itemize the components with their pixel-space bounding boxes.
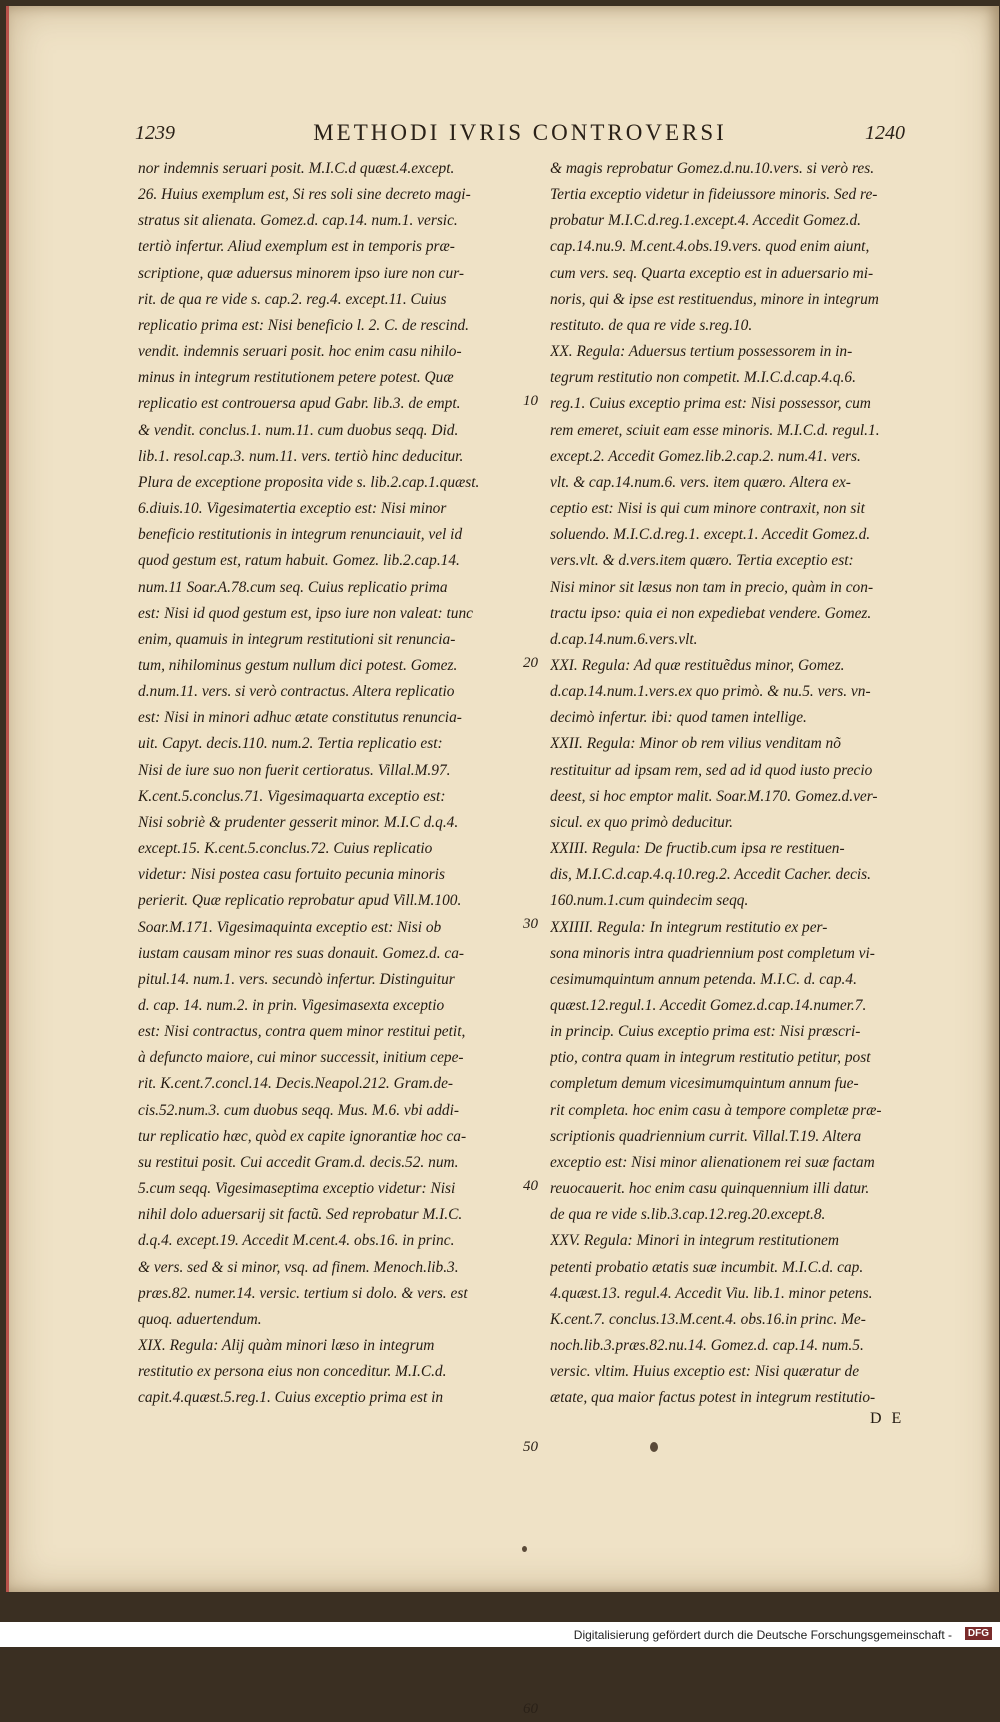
dfg-logo: DFG [965, 1627, 992, 1640]
text-line: d.cap.14.num.6.vers.vlt. [550, 630, 698, 648]
text-line: num.11 Soar.A.78.cum seq. Cuius replicatio prima [138, 578, 448, 596]
text-line: petenti probatio ætatis suæ incumbit. M.I.C.d. cap. [550, 1258, 864, 1276]
text-line: vlt. & cap.14.num.6. vers. item quæro. Altera ex- [550, 473, 851, 491]
text-line: iustam causam minor res suas donauit. Gomez.d. ca- [138, 944, 465, 962]
text-line: XXIII. Regula: De fructib.cum ipsa re restituen- [550, 840, 845, 858]
text-line: scriptione, quæ aduersus minorem ipso iure non cur- [138, 264, 465, 282]
running-header [135, 120, 905, 150]
text-line: reuocauerit. hoc enim casu quinquennium illi datur. [550, 1180, 870, 1198]
text-line: su restitui posit. Cui accedit Gram.d. decis.52. num. [138, 1153, 459, 1171]
text-line: tegrum restitutio non competit. M.I.C.d.cap.4.q.6. [550, 369, 856, 387]
text-line: cum vers. seq. Quarta exceptio est in aduersario mi- [550, 264, 874, 282]
text-line: minus in integrum restitutionem petere potest. Quæ [138, 369, 454, 387]
line-number: 60 [523, 1700, 538, 1717]
text-line: cesimumquintum annum petenda. M.I.C. d. cap.4. [550, 970, 857, 988]
line-number: 50 [523, 1439, 538, 1456]
text-line: exceptio est: Nisi minor alienationem rei suæ factam [550, 1153, 875, 1171]
text-line: XX. Regula: Aduersus tertium possessorem in in- [550, 343, 853, 361]
text-line: 4.quæst.13. regul.4. Accedit Viu. lib.1. minor petens. [550, 1284, 873, 1302]
text-line: decimò infertur. ibi: quod tamen intellige. [550, 709, 807, 727]
text-line: videtur: Nisi postea casu fortuito pecunia minoris [138, 866, 445, 884]
running-title: METHODI IVRIS CONTROVERSI [313, 120, 727, 145]
text-line: vendit. indemnis seruari posit. hoc enim casu nihilo- [138, 343, 462, 361]
page-number-left: 1239 [135, 122, 175, 144]
text-line: reg.1. Cuius exceptio prima est: Nisi possessor, cum [550, 395, 871, 413]
text-line: XIX. Regula: Alij quàm minori læso in integrum [138, 1337, 435, 1355]
text-line: restituto. de qua re vide s.reg.10. [550, 316, 753, 334]
text-line: à defuncto maiore, cui minor successit, initium cepe- [138, 1049, 464, 1067]
text-line: capit.4.quæst.5.reg.1. Cuius exceptio prima est in [138, 1389, 444, 1406]
text-line: in princip. Cuius exceptio prima est: Nisi præscri- [550, 1023, 861, 1041]
funding-note: Digitalisierung gefördert durch die Deutsche Forschungsgemeinschaft - [573, 1628, 952, 1642]
text-line: restitutio ex persona eius non conceditur. M.I.C.d. [138, 1363, 447, 1381]
text-line: nor indemnis seruari posit. M.I.C.d quæst.4.except. [138, 160, 455, 177]
line-number: 10 [523, 393, 538, 410]
text-line: d.cap.14.num.1.vers.ex quo primò. & nu.5. vers. vn- [550, 683, 871, 701]
text-line: versic. vltim. Huius exceptio est: Nisi quæratur de [550, 1363, 860, 1381]
text-line: d.q.4. except.19. Accedit M.cent.4. obs.16. in princ. [138, 1232, 455, 1250]
text-line: 5.cum seqq. Vigesimaseptima exceptio videtur: Nisi [138, 1180, 456, 1198]
text-line: rit. K.cent.7.concl.14. Decis.Neapol.212. Gram.de- [138, 1075, 454, 1093]
text-line: stratus sit alienata. Gomez.d. cap.14. num.1. versic. [138, 212, 458, 230]
text-line: rit. de qua re vide s. cap.2. reg.4. except.11. Cuius [138, 290, 447, 308]
text-line: tractu ipso: quia ei non expediebat vendere. Gomez. [550, 604, 872, 622]
text-line: ptio, contra quam in integrum restitutio petitur, post [550, 1049, 871, 1067]
ink-spot [650, 1442, 658, 1452]
text-line: beneficio restitutionis in integrum renunciauit, vel id [138, 526, 463, 544]
text-line: XXIIII. Regula: In integrum restitutio ex per- [550, 918, 828, 936]
page-number-right: 1240 [865, 122, 905, 144]
text-line: completum demum vicesimumquintum annum fue- [550, 1075, 859, 1093]
text-line: cap.14.nu.9. M.cent.4.obs.19.vers. quod enim aiunt, [550, 238, 870, 256]
text-line: K.cent.7. conclus.13.M.cent.4. obs.16.in princ. Me- [550, 1310, 866, 1328]
text-line: scriptionis quadriennium currit. Villal.T.19. Altera [550, 1127, 862, 1145]
text-line: Nisi sobriè & prudenter gesserit minor. M.I.C d.q.4. [138, 813, 459, 831]
left-text-column [138, 156, 523, 1406]
text-line: dis, M.I.C.d.cap.4.q.10.reg.2. Accedit Cacher. decis. [550, 866, 872, 884]
text-line: lib.1. resol.cap.3. num.11. vers. tertiò hinc deducitur. [138, 447, 464, 465]
text-line: K.cent.5.conclus.71. Vigesimaquarta exceptio est: [138, 787, 446, 805]
text-line: Soar.M.171. Vigesimaquinta exceptio est: Nisi ob [138, 918, 442, 936]
text-line: replicatio prima est: Nisi beneficio l. 2. C. de rescind. [138, 316, 469, 334]
text-line: pitul.14. num.1. vers. secundò infertur. Distinguitur [138, 970, 455, 988]
text-line: ætate, qua maior factus potest in integrum restitutio- [550, 1389, 876, 1406]
text-line: quæst.12.regul.1. Accedit Gomez.d.cap.14.numer.7. [550, 997, 867, 1014]
text-line: est: Nisi in minori adhuc ætate constitutus renuncia- [138, 709, 462, 727]
text-line: restituitur ad ipsam rem, sed ad id quod iusto precio [550, 761, 873, 779]
text-line: & vers. sed & si minor, vsq. ad finem. Menoch.lib.3. [138, 1258, 459, 1276]
text-line: nihil dolo aduersarij sit factũ. Sed reprobatur M.I.C. [138, 1206, 463, 1224]
text-line: Nisi de iure suo non fuerit certioratus. Villal.M.97. [138, 761, 451, 779]
text-line: quod gestum est, ratum habuit. Gomez. lib.2.cap.14. [138, 552, 460, 570]
text-line: XXV. Regula: Minori in integrum restitutionem [550, 1232, 839, 1250]
catchword: D E [870, 1410, 905, 1427]
text-line: noch.lib.3.præs.82.nu.14. Gomez.d. cap.14. num.5. [550, 1337, 864, 1355]
text-line: replicatio est controuersa apud Gabr. lib.3. de empt. [138, 395, 461, 413]
ink-spot [522, 1546, 527, 1552]
text-line: & vendit. conclus.1. num.11. cum duobus seqq. Did. [138, 421, 459, 439]
text-line: d.num.11. vers. si verò contractus. Altera replicatio [138, 683, 455, 701]
line-number: 40 [523, 1177, 538, 1194]
digitization-footer [0, 1622, 1000, 1647]
text-line: noris, qui & ipse est restituendus, minore in integrum [550, 290, 879, 308]
text-line: & magis reprobatur Gomez.d.nu.10.vers. si verò res. [550, 160, 875, 177]
text-line: sicul. ex quo primò deducitur. [550, 813, 733, 831]
text-line: est: Nisi id quod gestum est, ipso iure non valeat: tunc [138, 604, 473, 622]
text-line: tur replicatio hæc, quòd ex capite ignorantiæ hoc ca- [138, 1127, 467, 1145]
text-line: vers.vlt. & d.vers.item quæro. Tertia exceptio est: [550, 552, 854, 570]
text-line: tertiò infertur. Aliud exemplum est in temporis præ- [138, 238, 455, 256]
text-line: ceptio est: Nisi is qui cum minore contraxit, non sit [550, 500, 865, 518]
text-line: except.15. K.cent.5.conclus.72. Cuius replicatio [138, 840, 433, 858]
text-line: rit completa. hoc enim casu à tempore completæ præ- [550, 1101, 882, 1119]
text-line: perierit. Quæ replicatio reprobatur apud Vill.M.100. [138, 892, 462, 910]
text-line: Tertia exceptio videtur in fideiussore minoris. Sed re- [550, 186, 878, 204]
text-line: est: Nisi contractus, contra quem minor restitui petit, [138, 1023, 466, 1041]
text-line: Plura de exceptione proposita vide s. lib.2.cap.1.quæst. [138, 473, 480, 491]
text-line: tum, nihilominus gestum nullum dici potest. Gomez. [138, 656, 458, 674]
text-line: 6.diuis.10. Vigesimatertia exceptio est: Nisi minor [138, 500, 447, 518]
text-line: quoq. aduertendum. [138, 1310, 262, 1328]
right-text-column [550, 156, 910, 1406]
text-line: probatur M.I.C.d.reg.1.except.4. Accedit Gomez.d. [550, 212, 862, 230]
line-number: 20 [523, 654, 538, 671]
text-line: rem emeret, sciuit eam esse minoris. M.I.C.d. regul.1. [550, 421, 880, 439]
text-line: except.2. Accedit Gomez.lib.2.cap.2. num.41. vers. [550, 447, 861, 465]
line-number: 30 [523, 916, 538, 933]
text-line: XXI. Regula: Ad quæ restituẽdus minor, Gomez. [550, 656, 845, 674]
text-line: d. cap. 14. num.2. in prin. Vigesimasexta exceptio [138, 997, 445, 1014]
text-line: soluendo. M.I.C.d.reg.1. except.1. Accedit Gomez.d. [550, 526, 871, 544]
text-line: de qua re vide s.lib.3.cap.12.reg.20.except.8. [550, 1206, 826, 1224]
text-line: 160.num.1.cum quindecim seqq. [550, 892, 749, 910]
text-line: enim, quamuis in integrum restitutioni sit renuncia- [138, 630, 456, 648]
text-line: XXII. Regula: Minor ob rem vilius venditam nõ [550, 735, 841, 753]
text-line: uit. Capyt. decis.110. num.2. Tertia replicatio est: [138, 735, 443, 753]
text-line: præs.82. numer.14. versic. tertium si dolo. & vers. est [138, 1284, 468, 1302]
text-line: 26. Huius exemplum est, Si res soli sine decreto magi- [138, 186, 471, 204]
text-line: cis.52.num.3. cum duobus seqq. Mus. M.6. vbi addi- [138, 1101, 460, 1119]
text-line: sona minoris intra quadriennium post completum vi- [550, 944, 875, 962]
text-line: Nisi minor sit læsus non tam in precio, quàm in con- [550, 578, 874, 596]
text-line: deest, si hoc emptor malit. Soar.M.170. Gomez.d.ver- [550, 787, 878, 805]
